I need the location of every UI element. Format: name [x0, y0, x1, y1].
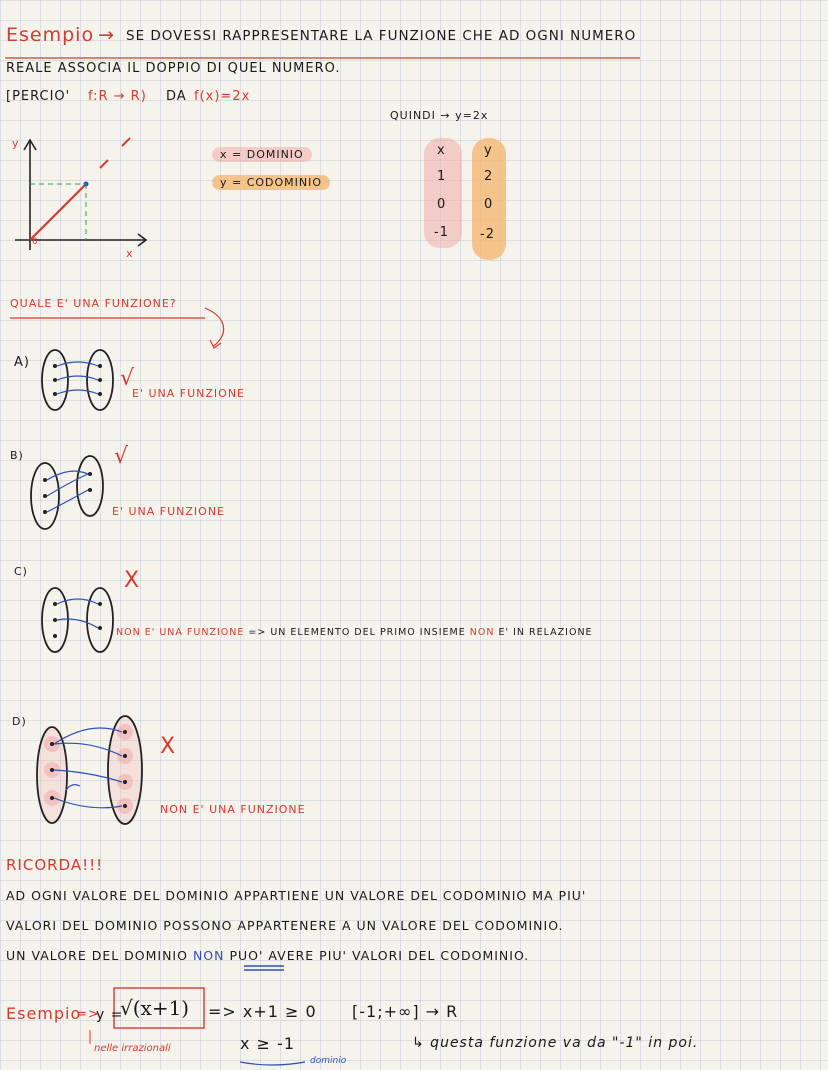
- intro-arrow: →: [98, 24, 115, 46]
- graph-y-label: y: [12, 137, 20, 150]
- case-a-letter: A): [14, 355, 30, 370]
- case-d-verdict: NON E' UNA FUNZIONE: [160, 803, 306, 816]
- function-dash-1: [100, 160, 108, 168]
- table-y-3: -2: [480, 227, 495, 242]
- case-c-non: NON: [469, 627, 495, 638]
- graph-x-label: x: [126, 247, 134, 260]
- ex2-arrow: =>: [76, 1007, 100, 1022]
- ricorda-line3-a: UN VALORE DEL DOMINIO: [6, 948, 188, 963]
- ricorda-line3: [6, 950, 529, 963]
- diagram-b: [31, 456, 103, 529]
- intro-fx: f(x)=2x: [194, 89, 251, 104]
- table-caption: QUINDI → y=2x: [390, 109, 489, 122]
- table-y-header: y: [484, 143, 493, 158]
- case-a-verdict: E' UNA FUNZIONE: [132, 387, 245, 400]
- case-d-letter: D): [12, 715, 27, 728]
- case-c-cross: X: [124, 568, 141, 593]
- function-dash-2: [122, 138, 130, 146]
- ex2-xcond: x ≥ -1: [240, 1034, 295, 1053]
- table-x-1: 1: [437, 169, 447, 184]
- intro-line1: SE DOVESSI RAPPRESENTARE LA FUNZIONE CHE AD OGNI NUMERO: [126, 28, 637, 44]
- legend-y: y = CODOMINIO: [212, 175, 330, 190]
- legend-x: x = DOMINIO: [212, 147, 312, 162]
- ricorda-line1: AD OGNI VALORE DEL DOMINIO APPARTIENE UN VALORE DEL CODOMINIO MA PIU': [6, 888, 587, 903]
- ex2-implication: => x+1 ≥ 0: [208, 1002, 317, 1021]
- intro-da: DA: [166, 89, 187, 104]
- case-c-letter: C): [14, 565, 28, 578]
- function-line: [30, 184, 86, 240]
- intro-esempio: Esempio: [6, 24, 95, 46]
- case-b-verdict: E' UNA FUNZIONE: [112, 505, 225, 518]
- ex2-interval: [-1;+∞] → R: [352, 1002, 459, 1021]
- question-arrow: [205, 308, 224, 346]
- question-title: QUALE E' UNA FUNZIONE?: [10, 297, 177, 310]
- table-x-header: x: [437, 143, 446, 158]
- case-d-cross: X: [160, 734, 177, 759]
- case-c-verdict: NON E' UNA FUNZIONE: [116, 627, 245, 638]
- ricorda-line3-b: PUO' AVERE PIU' VALORI DEL CODOMINIO.: [229, 948, 530, 963]
- table-y-2: 0: [484, 197, 494, 212]
- diagram-c: [42, 588, 113, 652]
- diagram-d: [37, 716, 142, 824]
- ricorda-title: RICORDA!!!: [6, 856, 104, 874]
- case-c-explain-1: UN ELEMENTO DEL PRIMO INSIEME: [270, 627, 466, 638]
- ex2-note-left: nelle irrazionali: [94, 1043, 171, 1054]
- intro-line2: REALE ASSOCIA IL DOPPIO DI QUEL NUMERO.: [6, 61, 341, 76]
- case-c-explanation: [116, 628, 593, 638]
- case-c-arrow: =>: [248, 627, 267, 638]
- table-x-3: -1: [434, 225, 449, 240]
- ex2-dominio-label: dominio: [310, 1056, 347, 1066]
- ricorda-line3-non: NON: [192, 948, 225, 963]
- graph-origin: 0: [32, 237, 39, 247]
- case-b-letter: B): [10, 449, 24, 462]
- ex2-esempio: Esempio: [6, 1004, 82, 1023]
- dominio-brace: [240, 1062, 305, 1065]
- ex2-comment: ↳ questa funzione va da "-1" in poi.: [412, 1035, 699, 1051]
- intro-line3: [PERCIO': [6, 89, 71, 104]
- diagram-a: [42, 350, 113, 410]
- ex2-y: y =: [96, 1007, 124, 1023]
- graph: [15, 138, 146, 250]
- case-b-check: √: [114, 444, 130, 469]
- table-x-2: 0: [437, 197, 447, 212]
- intro-func: f:R → R): [88, 89, 147, 104]
- table-y-1: 2: [484, 169, 494, 184]
- ricorda-line2: VALORI DEL DOMINIO POSSONO APPARTENERE A UN VALORE DEL CODOMINIO.: [6, 918, 564, 933]
- case-c-explain-2: E' IN RELAZIONE: [498, 627, 593, 638]
- case-a-check: √: [120, 366, 136, 391]
- ex2-radical: √(x+1): [120, 996, 190, 1020]
